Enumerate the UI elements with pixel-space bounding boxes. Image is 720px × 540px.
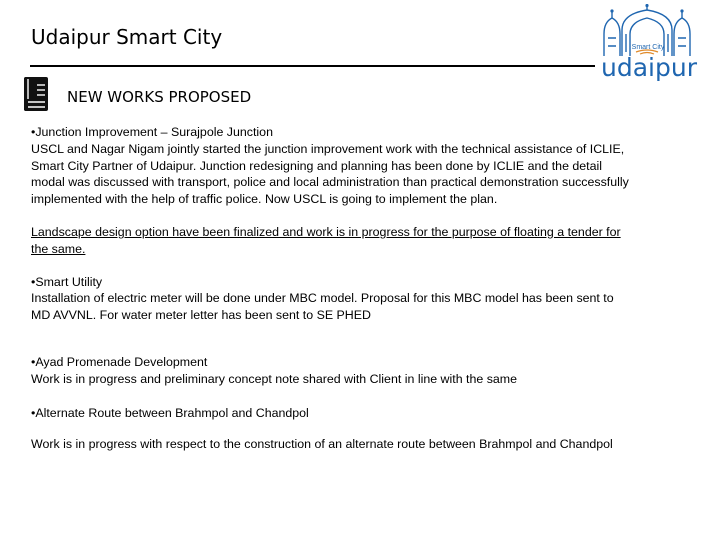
content-body — [31, 124, 631, 453]
ayad-promenade-text: Work is in progress and preliminary concept note shared with Client in line with the same — [31, 371, 517, 386]
alternate-route-text: Work is in progress with respect to the construction of an alternate route between Brahmpol and Chandpol — [31, 437, 613, 452]
title-divider — [30, 65, 595, 67]
logo-wordmark: udaipur — [601, 53, 697, 82]
ayad-promenade-heading: •Ayad Promenade Development — [31, 354, 208, 369]
junction-improvement-heading: •Junction Improvement – Surajpole Junction — [31, 125, 273, 139]
section-title: NEW WORKS PROPOSED — [67, 88, 252, 106]
junction-improvement-text: USCL and Nagar Nigam jointly started the junction improvement work with the technical assistance of ICLIE, Smart City Partner of Udaipur. Junction redesigning and planning has been done by ICLIE and the detail modal was discussed with transport, police and local administration than practical demonstration successfully implemented with the help of traffic police. Now USCL is going to implement the plan. — [31, 141, 629, 207]
document-icon — [24, 77, 48, 111]
logo-smart-city-text: Smart City — [631, 44, 665, 51]
alternate-route-heading: •Alternate Route between Brahmpol and Chandpol — [31, 405, 309, 420]
landscape-design-text: Landscape design option have been finalized and work is in progress for the purpose of floating a tender for the same. — [31, 224, 621, 256]
page-title: Udaipur Smart City — [31, 25, 223, 49]
smart-utility-text: Installation of electric meter will be done under MBC model. Proposal for this MBC model has been sent to MD AVVNL. For water meter letter has been sent to SE PHED — [31, 291, 614, 323]
smart-utility-heading: •Smart Utility — [31, 274, 103, 289]
